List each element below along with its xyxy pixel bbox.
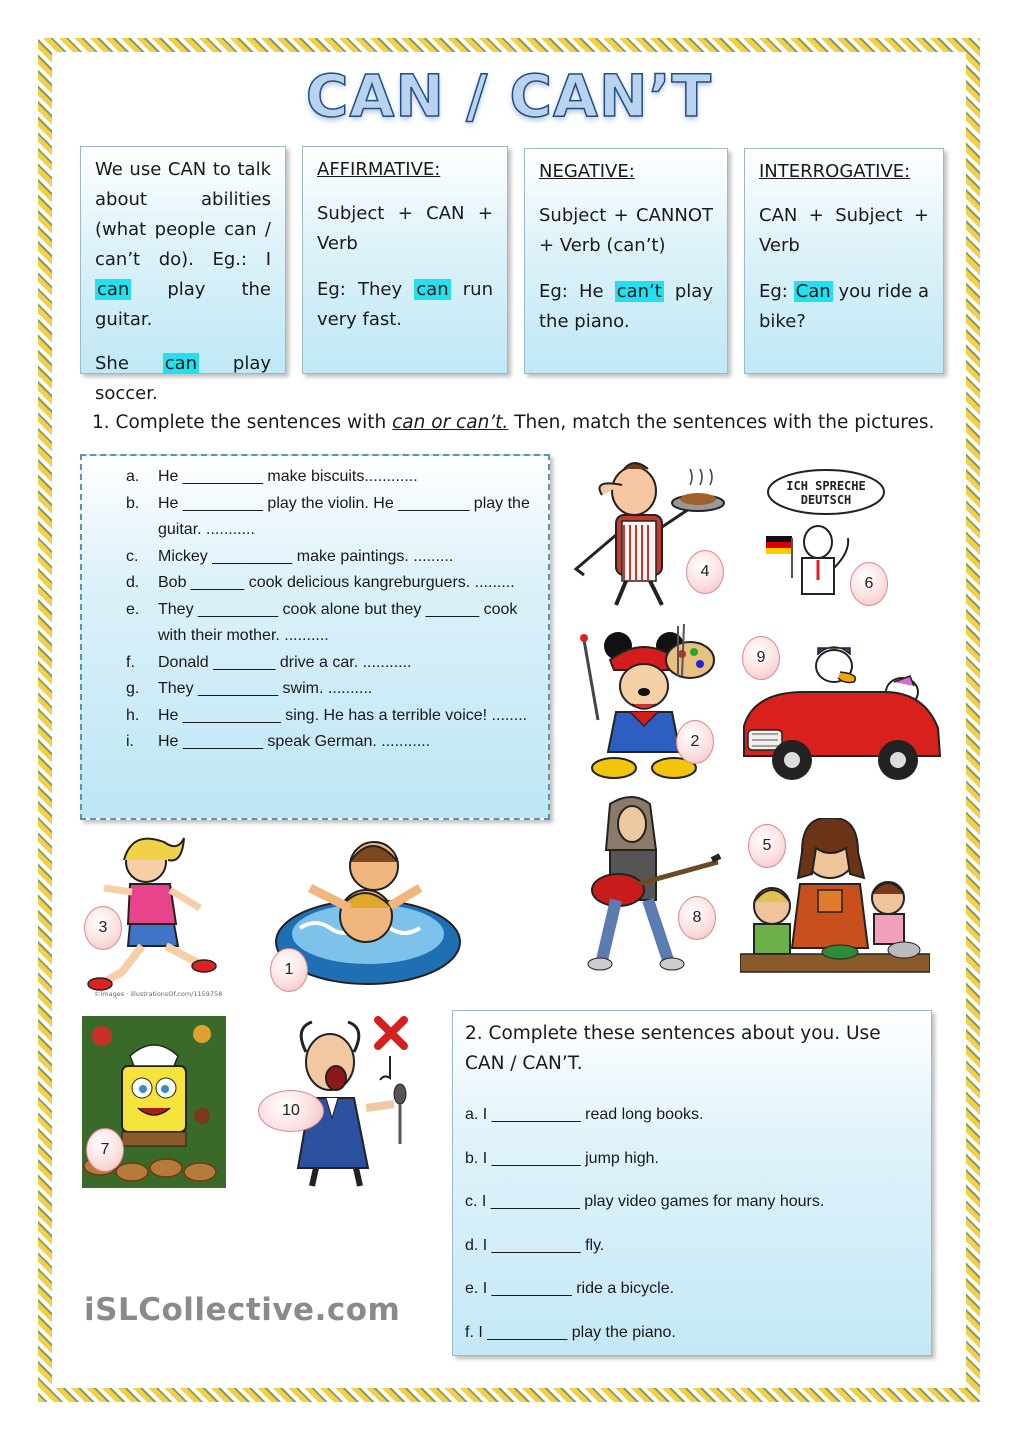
site-watermark: iSLCollective.com — [84, 1292, 401, 1328]
intro-text: We use CAN to talk about abilities (what people can / can’t do). Eg.: I can play the guitar. — [95, 159, 271, 330]
interrogative-example: Eg: Can you ride a bike? — [759, 281, 929, 332]
german-bubble-text-2: DEUTSCH — [800, 493, 852, 507]
exercise2-item[interactable]: f. I _________ play the piano. — [465, 1323, 676, 1341]
interrogative-formula: CAN + Subject + Verb — [759, 205, 929, 256]
affirmative-box — [302, 146, 508, 374]
exercise1-item — [126, 650, 546, 677]
exercise1-item — [126, 703, 546, 730]
picture-number-7: 7 — [86, 1128, 124, 1172]
exercise1-item — [126, 729, 546, 756]
intro-example: She can play soccer. — [95, 353, 271, 404]
exercise1-item-letter: f. — [126, 653, 135, 671]
exercise1-instructions: 1. Complete the sentences with can or can’t. Then, match the sentences with the pictures. — [92, 412, 935, 433]
exercise1-item-text[interactable]: Donald _______ drive a car. ........... — [158, 653, 412, 671]
exercise1-item-letter: h. — [126, 706, 140, 724]
exercise1-box — [80, 454, 550, 820]
negative-formula: Subject + CANNOT + Verb (can’t) — [539, 205, 713, 256]
exercise2-list — [465, 1093, 919, 1354]
exercise1-item-letter: b. — [126, 494, 140, 512]
picture-number-5: 5 — [748, 824, 786, 868]
affirmative-formula: Subject + CAN + Verb — [317, 203, 493, 254]
picture-number-2: 2 — [676, 720, 714, 764]
exercise2-item[interactable]: a. I __________ read long books. — [465, 1106, 704, 1123]
picture-number-9: 9 — [742, 636, 780, 680]
guitarist-picture — [582, 794, 722, 974]
exercise1-item-letter: g. — [126, 680, 140, 697]
picture-number-4: 4 — [686, 550, 724, 594]
exercise1-item-letter: a. — [126, 468, 140, 485]
picture-number-10: 10 — [258, 1090, 324, 1132]
exercise1-item-letter: d. — [126, 574, 140, 591]
negative-box — [524, 148, 728, 374]
exercise1-item-text[interactable]: Mickey _________ make paintings. ......... — [158, 547, 454, 565]
exercise2-heading: 2. Complete these sentences about you. Use CAN / CAN’T. — [465, 1023, 881, 1074]
picture-number-6: 6 — [850, 562, 888, 606]
picture-number-3: 3 — [84, 906, 122, 950]
affirmative-example: Eg: They can run very fast. — [317, 279, 493, 330]
exercise2-item[interactable]: e. I _________ ride a bicycle. — [465, 1280, 675, 1297]
exercise1-item-text[interactable]: He _________ make biscuits............ — [158, 468, 418, 485]
exercise1-item — [126, 570, 546, 597]
german-bubble-text-1: ICH SPRECHE — [786, 479, 866, 493]
exercise2-item[interactable]: c. I __________ play video games for many hours. — [465, 1193, 825, 1210]
exercise1-item — [126, 544, 546, 571]
exercise1-item-letter: c. — [126, 547, 139, 565]
exercise2-item[interactable]: b. I __________ jump high. — [465, 1149, 659, 1167]
negative-example: Eg: He can’t play the piano. — [539, 281, 713, 332]
exercise1-item — [126, 464, 546, 491]
exercise1-item-text[interactable]: He ___________ sing. He has a terrible voice! ........ — [158, 706, 528, 724]
exercise1-item-letter: e. — [126, 600, 140, 618]
intro-box — [80, 146, 286, 404]
picture-credit: ©images · illustrationsOf.com/1159758 — [94, 990, 223, 998]
exercise1-item-text[interactable]: They _________ swim. .......... — [158, 680, 373, 697]
exercise2-box — [452, 1010, 932, 1356]
picture-number-8: 8 — [678, 896, 716, 940]
page-title: CAN / CAN’T — [305, 62, 713, 130]
interrogative-heading: INTERROGATIVE: — [759, 161, 911, 182]
exercise1-item-text[interactable]: They _________ cook alone but they ______ cook with their mother. .......... — [158, 600, 518, 644]
interrogative-box — [744, 148, 944, 374]
affirmative-heading: AFFIRMATIVE: — [317, 159, 441, 180]
exercise1-item-text[interactable]: He _________ play the violin. He ________ play the guitar. ........... — [158, 494, 530, 538]
negative-heading: NEGATIVE: — [539, 161, 635, 182]
exercise1-list — [126, 464, 546, 756]
exercise1-item-text[interactable]: Bob ______ cook delicious kangreburguers. ......... — [158, 574, 515, 591]
picture-number-1: 1 — [270, 948, 308, 992]
exercise1-item — [126, 676, 546, 703]
exercise1-item — [126, 491, 546, 544]
exercise1-item-text[interactable]: He _________ speak German. ........... — [158, 733, 431, 750]
exercise1-item — [126, 597, 546, 650]
exercise1-item-letter: i. — [126, 733, 134, 750]
exercise2-item[interactable]: d. I __________ fly. — [465, 1236, 605, 1254]
